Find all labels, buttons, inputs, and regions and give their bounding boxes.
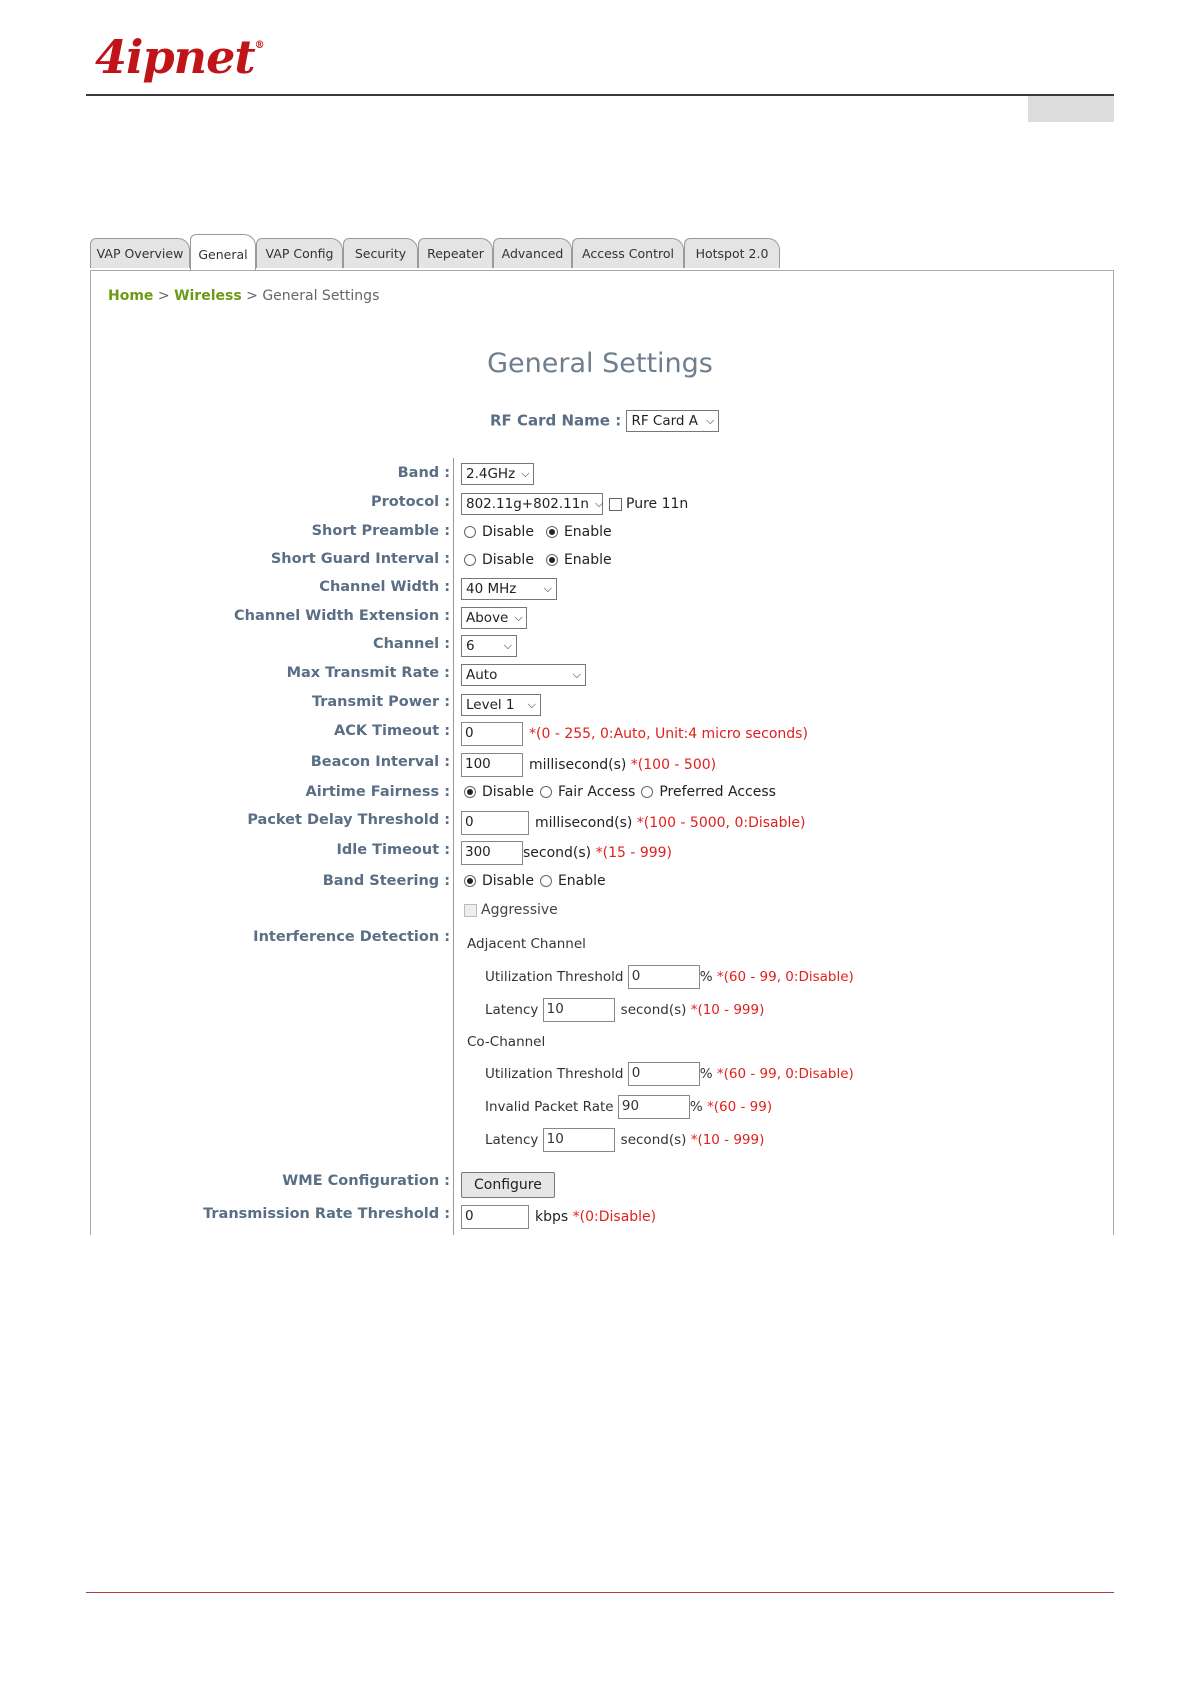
ack-timeout-input[interactable]: 0 [461,722,523,746]
tx-threshold-hint: *(0:Disable) [572,1209,657,1225]
pure-11n-label: Pure 11n [626,496,689,512]
chevron-down-icon: ⌵ [527,698,536,711]
packet-delay-label: Packet Delay Threshold : [247,812,450,828]
protocol-label: Protocol : [370,494,450,510]
co-util-input[interactable]: 0 [628,1062,700,1086]
breadcrumb-home[interactable]: Home [108,288,154,304]
beacon-label: Beacon Interval : [310,754,450,770]
breadcrumb-wireless[interactable]: Wireless [174,288,242,304]
chevron-down-icon: ⌵ [514,611,523,624]
form-divider [453,458,454,1235]
short-preamble-enable-radio[interactable] [546,526,558,538]
footer-divider [86,1592,1114,1593]
airtime-preferred-radio[interactable] [641,786,653,798]
airtime-label: Airtime Fairness : [305,784,450,800]
chevron-down-icon: ⌵ [594,497,604,510]
packet-delay-input[interactable]: 0 [461,811,529,835]
header-divider [86,94,1114,96]
beacon-hint: *(100 - 500) [630,757,717,773]
rf-card-select[interactable]: RF Card A ⌵ [626,410,719,432]
channel-width-select[interactable]: 40 MHz ⌵ [461,578,557,600]
short-guard-label: Short Guard Interval : [270,551,450,567]
chevron-down-icon: ⌵ [521,467,530,480]
tab-hotspot[interactable]: Hotspot 2.0 [684,238,780,268]
channel-row [461,635,517,657]
ack-timeout-row [461,722,808,746]
breadcrumb-current: General Settings [262,288,380,304]
aggressive-checkbox[interactable] [464,904,477,917]
band-select[interactable]: 2.4GHz ⌵ [461,463,534,485]
co-util-row: Utilization Threshold 0 % *(60 - 99, 0:Disable) [485,1062,854,1086]
band-steering-enable-radio[interactable] [540,875,552,887]
co-invalid-input[interactable]: 90 [618,1095,690,1119]
airtime-fair-radio[interactable] [540,786,552,798]
brand-logo: 4ipnet® [95,30,264,84]
max-rate-row [461,664,586,686]
page-title: General Settings [487,348,713,379]
short-preamble-row: Disable Enable [464,524,612,540]
idle-timeout-row: 300 second(s) *(15 - 999) [461,841,672,865]
channel-width-row [461,578,557,600]
max-rate-label: Max Transmit Rate : [286,665,450,681]
header-page-box [1028,96,1114,122]
packet-delay-hint: *(100 - 5000, 0:Disable) [636,815,806,831]
co-channel-heading: Co-Channel [467,1034,546,1050]
chevron-down-icon: ⌵ [503,639,512,652]
channel-width-ext-select[interactable]: Above ⌵ [461,607,527,629]
wme-label: WME Configuration : [282,1173,450,1189]
channel-width-label: Channel Width : [319,579,450,595]
co-latency-row: Latency 10 second(s) *(10 - 999) [485,1128,764,1152]
adjacent-latency-row: Latency 10 second(s) *(10 - 999) [485,998,764,1022]
band-steering-disable-radio[interactable] [464,875,476,887]
rf-card-label: RF Card Name : [490,411,622,430]
tab-vap-overview[interactable]: VAP Overview [90,238,190,268]
tx-threshold-row: 0 kbps *(0:Disable) [461,1205,656,1229]
chevron-down-icon: ⌵ [706,414,715,427]
packet-delay-row: 0 millisecond(s) *(100 - 5000, 0:Disable) [461,811,805,835]
short-guard-row: Disable Enable [464,552,612,568]
adjacent-channel-heading: Adjacent Channel [467,936,586,952]
tab-general[interactable]: General [190,234,256,270]
airtime-row: Disable Fair Access Preferred Access [464,784,776,800]
tx-threshold-input[interactable]: 0 [461,1205,529,1229]
idle-timeout-hint: *(15 - 999) [595,845,673,861]
pure-11n-checkbox[interactable] [609,498,622,511]
max-rate-select[interactable]: Auto ⌵ [461,664,586,686]
channel-width-ext-row [461,607,527,629]
ack-timeout-hint: *(0 - 255, 0:Auto, Unit:4 micro seconds) [529,726,808,742]
channel-width-ext-label: Channel Width Extension : [234,608,450,624]
tab-vap-config[interactable]: VAP Config [256,238,343,268]
band-label: Band : [397,465,450,481]
tab-security[interactable]: Security [343,238,418,268]
tx-threshold-label: Transmission Rate Threshold : [203,1206,450,1222]
short-guard-enable-radio[interactable] [546,554,558,566]
breadcrumb: Home > Wireless > General Settings [108,288,380,304]
channel-select[interactable]: 6 ⌵ [461,635,517,657]
band-row [461,463,534,485]
channel-label: Channel : [372,636,450,652]
band-steering-row: Disable Enable [464,873,606,889]
adjacent-util-row: Utilization Threshold 0 % *(60 - 99, 0:Disable) [485,965,854,989]
aggressive-row: Aggressive [464,902,558,918]
rf-card-row [490,410,719,432]
configure-button[interactable]: Configure [461,1172,555,1198]
tx-power-select[interactable]: Level 1 ⌵ [461,694,541,716]
airtime-disable-radio[interactable] [464,786,476,798]
band-steering-label: Band Steering : [322,873,450,889]
tx-power-label: Transmit Power : [311,694,450,710]
adjacent-latency-input[interactable]: 10 [543,998,615,1022]
tab-access-control[interactable]: Access Control [572,238,684,268]
idle-timeout-input[interactable]: 300 [461,841,523,865]
short-preamble-disable-radio[interactable] [464,526,476,538]
wme-row [461,1172,555,1198]
chevron-down-icon: ⌵ [572,668,581,681]
tab-advanced[interactable]: Advanced [493,238,572,268]
short-guard-disable-radio[interactable] [464,554,476,566]
adjacent-util-input[interactable]: 0 [628,965,700,989]
chevron-down-icon: ⌵ [543,582,552,595]
beacon-row: 100 millisecond(s) *(100 - 500) [461,753,716,777]
short-preamble-label: Short Preamble : [311,523,450,539]
tab-repeater[interactable]: Repeater [418,238,493,268]
co-invalid-row: Invalid Packet Rate 90 % *(60 - 99) [485,1095,772,1119]
tx-power-row [461,694,541,716]
beacon-input[interactable]: 100 [461,753,523,777]
ack-timeout-label: ACK Timeout : [333,723,450,739]
protocol-select[interactable]: 802.11g+802.11n ⌵ [461,493,603,515]
co-latency-input[interactable]: 10 [543,1128,615,1152]
protocol-row [461,493,688,515]
idle-timeout-label: Idle Timeout : [336,842,450,858]
interference-label: Interference Detection : [253,929,450,945]
